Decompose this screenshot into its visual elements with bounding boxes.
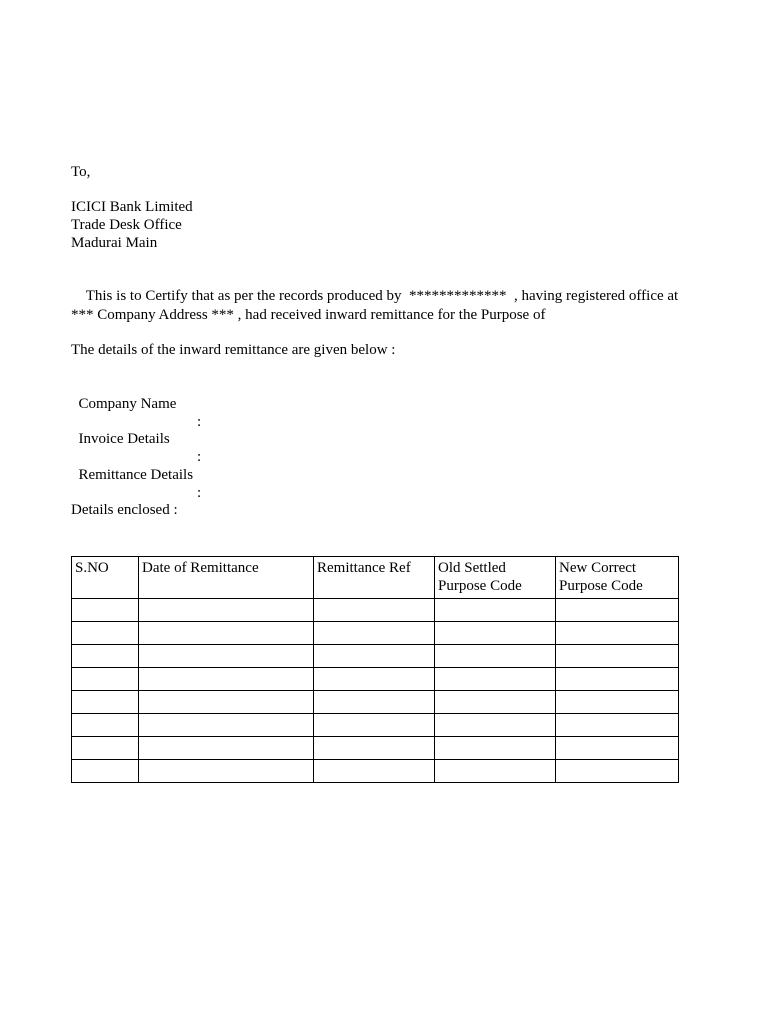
table-cell bbox=[72, 760, 139, 783]
table-row bbox=[72, 714, 679, 737]
column-header-old-code: Old Settled Purpose Code bbox=[435, 557, 556, 599]
table-header-row bbox=[72, 557, 679, 599]
table-cell bbox=[139, 737, 314, 760]
table-cell bbox=[556, 691, 679, 714]
table-cell bbox=[314, 760, 435, 783]
table-cell bbox=[314, 691, 435, 714]
table-cell bbox=[72, 714, 139, 737]
table-cell bbox=[139, 645, 314, 668]
table-cell bbox=[139, 668, 314, 691]
field-colon: : bbox=[197, 414, 202, 430]
column-header-new-code: New Correct Purpose Code bbox=[556, 557, 679, 599]
table-row bbox=[72, 691, 679, 714]
table-cell bbox=[139, 714, 314, 737]
table-cell bbox=[556, 622, 679, 645]
remittance-table bbox=[71, 556, 679, 783]
table-cell bbox=[72, 645, 139, 668]
table-cell bbox=[72, 599, 139, 622]
recipient-office: Trade Desk Office bbox=[71, 217, 182, 233]
field-label: Company Name bbox=[78, 396, 177, 412]
recipient-branch: Madurai Main bbox=[71, 235, 158, 251]
table-cell bbox=[435, 691, 556, 714]
column-header-sno: S.NO bbox=[72, 557, 139, 599]
table-cell bbox=[72, 737, 139, 760]
table-row bbox=[72, 737, 679, 760]
table-cell bbox=[556, 737, 679, 760]
details-intro: The details of the inward remittance are given below : bbox=[71, 342, 396, 358]
table-cell bbox=[314, 737, 435, 760]
column-header-ref: Remittance Ref bbox=[314, 557, 435, 599]
table-cell bbox=[139, 599, 314, 622]
table-cell bbox=[435, 760, 556, 783]
table-cell bbox=[314, 599, 435, 622]
table-cell bbox=[139, 622, 314, 645]
table-cell bbox=[435, 622, 556, 645]
table-cell bbox=[314, 645, 435, 668]
table-cell bbox=[314, 668, 435, 691]
table-row bbox=[72, 668, 679, 691]
table-cell bbox=[556, 714, 679, 737]
table-row bbox=[72, 760, 679, 783]
table-row bbox=[72, 645, 679, 668]
table-cell bbox=[139, 760, 314, 783]
table-cell bbox=[139, 691, 314, 714]
table-cell bbox=[556, 668, 679, 691]
column-header-date: Date of Remittance bbox=[139, 557, 314, 599]
table-cell bbox=[72, 668, 139, 691]
table-cell bbox=[556, 599, 679, 622]
table-row bbox=[72, 622, 679, 645]
table-cell bbox=[314, 622, 435, 645]
recipient-bank: ICICI Bank Limited bbox=[71, 199, 193, 215]
field-colon: : bbox=[197, 449, 202, 465]
field-label: Remittance Details bbox=[78, 467, 194, 483]
table-cell bbox=[556, 760, 679, 783]
table-cell bbox=[314, 714, 435, 737]
table-cell bbox=[435, 737, 556, 760]
certification-line-2: *** Company Address *** , had received inward remittance for the Purpose of bbox=[71, 307, 546, 323]
table-cell bbox=[72, 622, 139, 645]
table-cell bbox=[435, 714, 556, 737]
table-cell bbox=[435, 599, 556, 622]
details-enclosed-label: Details enclosed : bbox=[71, 502, 178, 518]
table-cell bbox=[556, 645, 679, 668]
field-remittance-details bbox=[71, 448, 202, 502]
table-cell bbox=[435, 645, 556, 668]
field-label: Invoice Details bbox=[78, 431, 170, 447]
table-cell bbox=[435, 668, 556, 691]
table-cell bbox=[72, 691, 139, 714]
table-row bbox=[72, 599, 679, 622]
salutation: To, bbox=[71, 164, 91, 180]
field-colon: : bbox=[197, 485, 202, 501]
certification-line-1: This is to Certify that as per the records produced by ************* , having registered office at bbox=[71, 288, 679, 304]
table-body bbox=[72, 599, 679, 783]
